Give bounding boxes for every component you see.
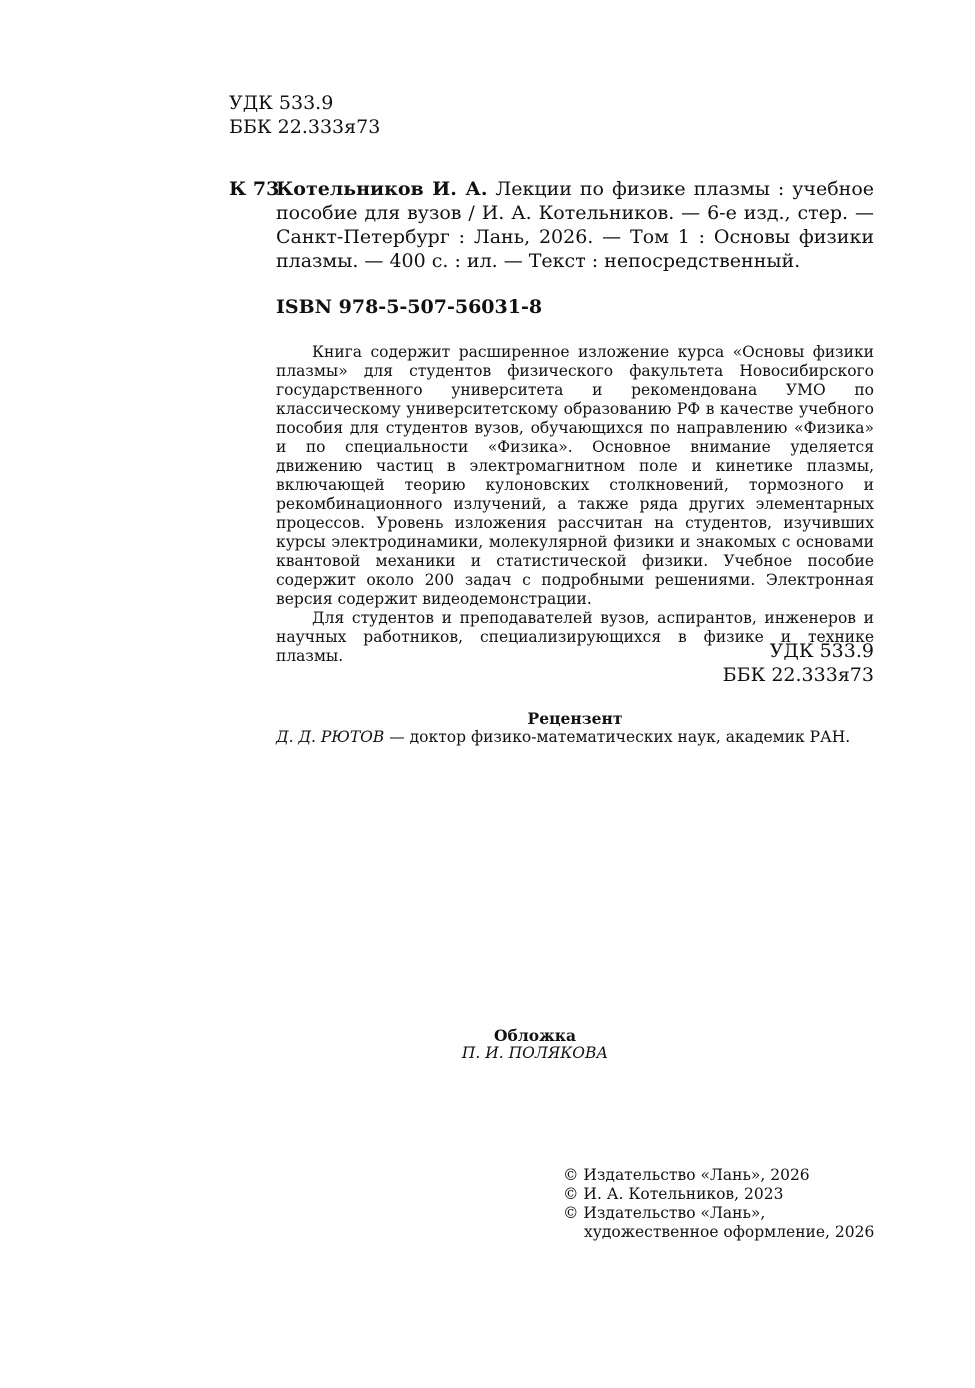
reviewer-name: Д. Д. РЮТОВ [276,728,385,746]
reviewer-heading: Рецензент [527,709,623,728]
copyright-line: © И. А. Котельников, 2023 [563,1185,784,1203]
author-mark: К 73 [229,178,280,200]
annotation-audience: Для студентов и преподавателей вузов, аспирантов, инженеров и научных работников, специализирующихся в физике и технике плазмы. [276,609,874,665]
copyright-line: художественное оформление, 2026 [584,1223,875,1241]
copyright-line: © Издательство «Лань», 2026 [563,1166,810,1184]
copyright-block [563,1166,874,1242]
record-text: Лекции по физике плазмы : учебное пособие для вузов / И. А. Котельников. — 6-е изд., стер. — Санкт-Петербург : Лань, 2026. — Том 1 : Основы физики плазмы. — 400 с. : ил. — Текст : непосредственный. [276,178,875,272]
bbk-code: ББК 22.333я73 [229,116,381,138]
udk-code-bottom: УДК 533.9 [769,640,874,662]
isbn: ISBN 978-5-507-56031-8 [276,296,543,318]
reviewer-description: — доктор физико-математических наук, академик РАН. [384,728,851,746]
record-author: Котельников И. А. [276,178,488,200]
bbk-code-bottom: ББК 22.333я73 [722,664,874,686]
bibliographic-record [276,177,874,273]
annotation-paragraph: Книга содержит расширенное изложение курса «Основы физики плазмы» для студентов физического факультета Новосибирского государственного университета и рекомендована УМО по классическому университетскому образованию РФ в качестве учебного пособия для студентов вузов, обучающихся по направлению «Физика» и по специальности «Физика». Основное внимание уделяется движению частиц в электромагнитном поле и кинетике плазмы, включающей теорию кулоновских столкновений, тормозного и рекомбинационного излучений, а также ряда других элементарных процессов. Уровень изложения рассчитан на студентов, изучивших курсы электродинамики, молекулярной физики и знакомых с основами квантовой механики и статистической физики. Учебное пособие содержит около 200 задач с подробными решениями. Электронная версия содержит видеодемонстрации. [276,343,874,608]
reviewer-line [276,728,850,747]
cover-designer: П. И. ПОЛЯКОВА [461,1044,609,1062]
copyright-line: © Издательство «Лань», [563,1204,766,1222]
udk-code: УДК 533.9 [229,92,334,114]
cover-heading: Обложка [494,1026,576,1045]
annotation [276,343,874,666]
